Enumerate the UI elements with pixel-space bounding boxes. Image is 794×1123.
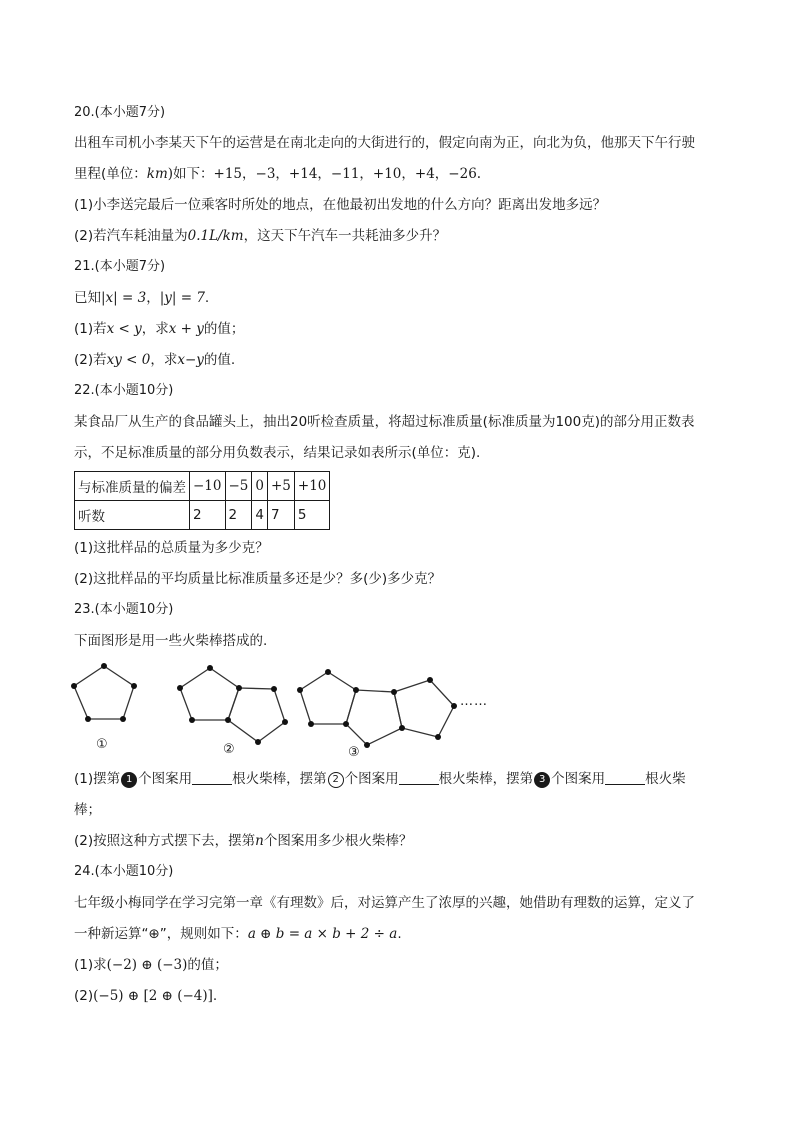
q23-s1-g: 根火柴 bbox=[645, 771, 686, 787]
q23-s1-b: 个图案用 bbox=[138, 771, 193, 787]
q21-s1-a: (1)若 bbox=[74, 321, 107, 337]
q24-s2-expr: (−5) ⊕ [2 ⊕ (−4)] bbox=[93, 988, 213, 1004]
answer-blank-1[interactable] bbox=[192, 770, 232, 785]
q21-s2-expr: x−y bbox=[177, 352, 204, 368]
q21-heading: 21.(本小题7分) bbox=[74, 259, 166, 274]
q24-s2-a: (2) bbox=[74, 988, 94, 1004]
q24-s1-b: 的值； bbox=[187, 957, 228, 973]
q21-s1-c: 的值； bbox=[203, 321, 245, 337]
circled-number-1: 1 bbox=[121, 772, 137, 788]
q21-s1-expr: x + y bbox=[168, 321, 204, 337]
q24-text-line1: 七年级小梅同学在学习完第一章《有理数》后，对运算产生了浓厚的兴趣，她借助有理数的运算，定义了 bbox=[74, 895, 695, 911]
table-cell: 2 bbox=[190, 501, 226, 530]
q24-s2-b: . bbox=[212, 988, 218, 1004]
matchstick-figures bbox=[60, 656, 520, 766]
q24-operation-rule: a ⊕ b = a × b + 2 ÷ a bbox=[247, 926, 398, 942]
q20-text-line1: 出租车司机小李某天下午的运营是在南北走向的大街进行的，假定向南为正，向北为负，他那天下午行驶 bbox=[74, 135, 695, 151]
q21-s2-c: 的值. bbox=[203, 352, 236, 368]
q21-comma: ， bbox=[146, 290, 160, 306]
pentagon-figure-3-left bbox=[300, 672, 356, 724]
q23-subquestion-1 bbox=[74, 769, 734, 789]
q24-heading: 24.(本小题10分) bbox=[74, 864, 174, 879]
q20-mileage: )如下：+15，−3，+14，−11，+10，+4，−26. bbox=[167, 166, 482, 182]
table-header-count: 听数 bbox=[75, 501, 190, 530]
figure-label-2: ② bbox=[223, 742, 235, 757]
q23-s1-f: 个图案用 bbox=[551, 771, 606, 787]
table-cell: −10 bbox=[190, 472, 226, 501]
q24-p2-a: 一种新运算“⊕”，规则如下： bbox=[74, 926, 248, 942]
table-cell: −5 bbox=[225, 472, 252, 501]
q20-fuel-rate: 0.1L/km bbox=[187, 228, 244, 244]
answer-blank-3[interactable] bbox=[605, 770, 645, 785]
answer-blank-2[interactable] bbox=[399, 770, 439, 785]
q23-s2-b: 个图案用多少根火柴棒？ bbox=[263, 833, 413, 849]
q21-s2-a: (2)若 bbox=[74, 352, 107, 368]
q24-s1-a: (1)求 bbox=[74, 957, 107, 973]
table-cell: 7 bbox=[268, 501, 295, 530]
pentagon-figure-1 bbox=[74, 666, 134, 719]
q20-text: 里程(单位： bbox=[74, 166, 147, 182]
q20-s2-text: (2)若汽车耗油量为 bbox=[74, 228, 188, 244]
q21-text-start: 已知 bbox=[74, 290, 101, 306]
q23-s2-a: (2)按照这种方式摆下去，摆第 bbox=[74, 833, 256, 849]
q20-text-line2 bbox=[74, 164, 734, 184]
q21-s1-b: ，求 bbox=[141, 321, 169, 337]
q24-subquestion-1 bbox=[74, 955, 734, 975]
table-cell: +5 bbox=[268, 472, 295, 501]
q24-p2-b: . bbox=[397, 926, 402, 942]
q22-subquestion-2: (2)这批样品的平均质量比标准质量多还是少？多(少)多少克？ bbox=[74, 571, 442, 587]
pentagon-figure-3-middle bbox=[346, 690, 402, 745]
q22-subquestion-1: (1)这批样品的总质量为多少克？ bbox=[74, 540, 269, 556]
q21-period: . bbox=[204, 290, 210, 306]
q23-s1-a: (1)摆第 bbox=[74, 771, 121, 787]
figure-label-3: ③ bbox=[348, 745, 360, 760]
q22-text-line2: 示，不足标准质量的部分用负数表示，结果记录如表所示(单位：克). bbox=[74, 445, 481, 461]
q20-subquestion-1: (1)小李送完最后一位乘客时所处的地点，在他最初出发地的什么方向？距离出发地多远？ bbox=[74, 197, 607, 213]
q21-s2-cond: xy < 0 bbox=[106, 352, 151, 368]
q23-s1-e: 根火柴棒，摆第 bbox=[438, 771, 534, 787]
figure-label-1: ① bbox=[96, 737, 108, 752]
q21-subquestion-2 bbox=[74, 350, 734, 370]
table-header-deviation: 与标准质量的偏差 bbox=[75, 472, 190, 501]
q23-s1-d: 个图案用 bbox=[344, 771, 399, 787]
pentagon-figure-2-right bbox=[228, 688, 285, 742]
q21-abs-y: |y| = 7 bbox=[159, 290, 205, 306]
table-cell: +10 bbox=[294, 472, 330, 501]
q24-s1-expr: (−2) ⊕ (−3) bbox=[106, 957, 188, 973]
table-cell: 0 bbox=[252, 472, 268, 501]
q22-text-line1: 某食品厂从生产的食品罐头上，抽出20听检查质量，将超过标准质量(标准质量为100克)的部分用正数表 bbox=[74, 414, 695, 430]
q24-text-line2 bbox=[74, 924, 734, 944]
q21-subquestion-1 bbox=[74, 319, 734, 339]
q21-s1-cond: x < y bbox=[106, 321, 142, 337]
circled-number-2: 2 bbox=[328, 772, 344, 788]
figure-ellipsis: …… bbox=[460, 694, 488, 709]
q23-heading: 23.(本小题10分) bbox=[74, 602, 174, 617]
q23-subquestion-2 bbox=[74, 831, 734, 851]
q22-heading: 22.(本小题10分) bbox=[74, 383, 174, 398]
table-row bbox=[75, 472, 330, 501]
circled-number-3: 3 bbox=[534, 772, 550, 788]
q24-subquestion-2 bbox=[74, 986, 734, 1006]
table-cell: 4 bbox=[252, 501, 268, 530]
q23-s1-c: 根火柴棒，摆第 bbox=[232, 771, 327, 787]
q20-heading: 20.(本小题7分) bbox=[74, 105, 166, 120]
q23-text: 下面图形是用一些火柴棒搭成的. bbox=[74, 633, 268, 649]
q21-abs-x: |x| = 3 bbox=[101, 290, 147, 306]
q20-s2-text-end: ，这天下午汽车一共耗油多少升？ bbox=[243, 228, 447, 244]
q21-text bbox=[74, 288, 734, 308]
deviation-table bbox=[74, 471, 330, 530]
q23-s2-n: n bbox=[255, 833, 264, 849]
q20-unit: km bbox=[146, 166, 168, 182]
q20-subquestion-2 bbox=[74, 226, 734, 246]
table-row bbox=[75, 501, 330, 530]
table-cell: 2 bbox=[225, 501, 252, 530]
q23-subquestion-1-cont: 棒； bbox=[74, 802, 101, 818]
table-cell: 5 bbox=[294, 501, 330, 530]
q21-s2-b: ，求 bbox=[150, 352, 178, 368]
